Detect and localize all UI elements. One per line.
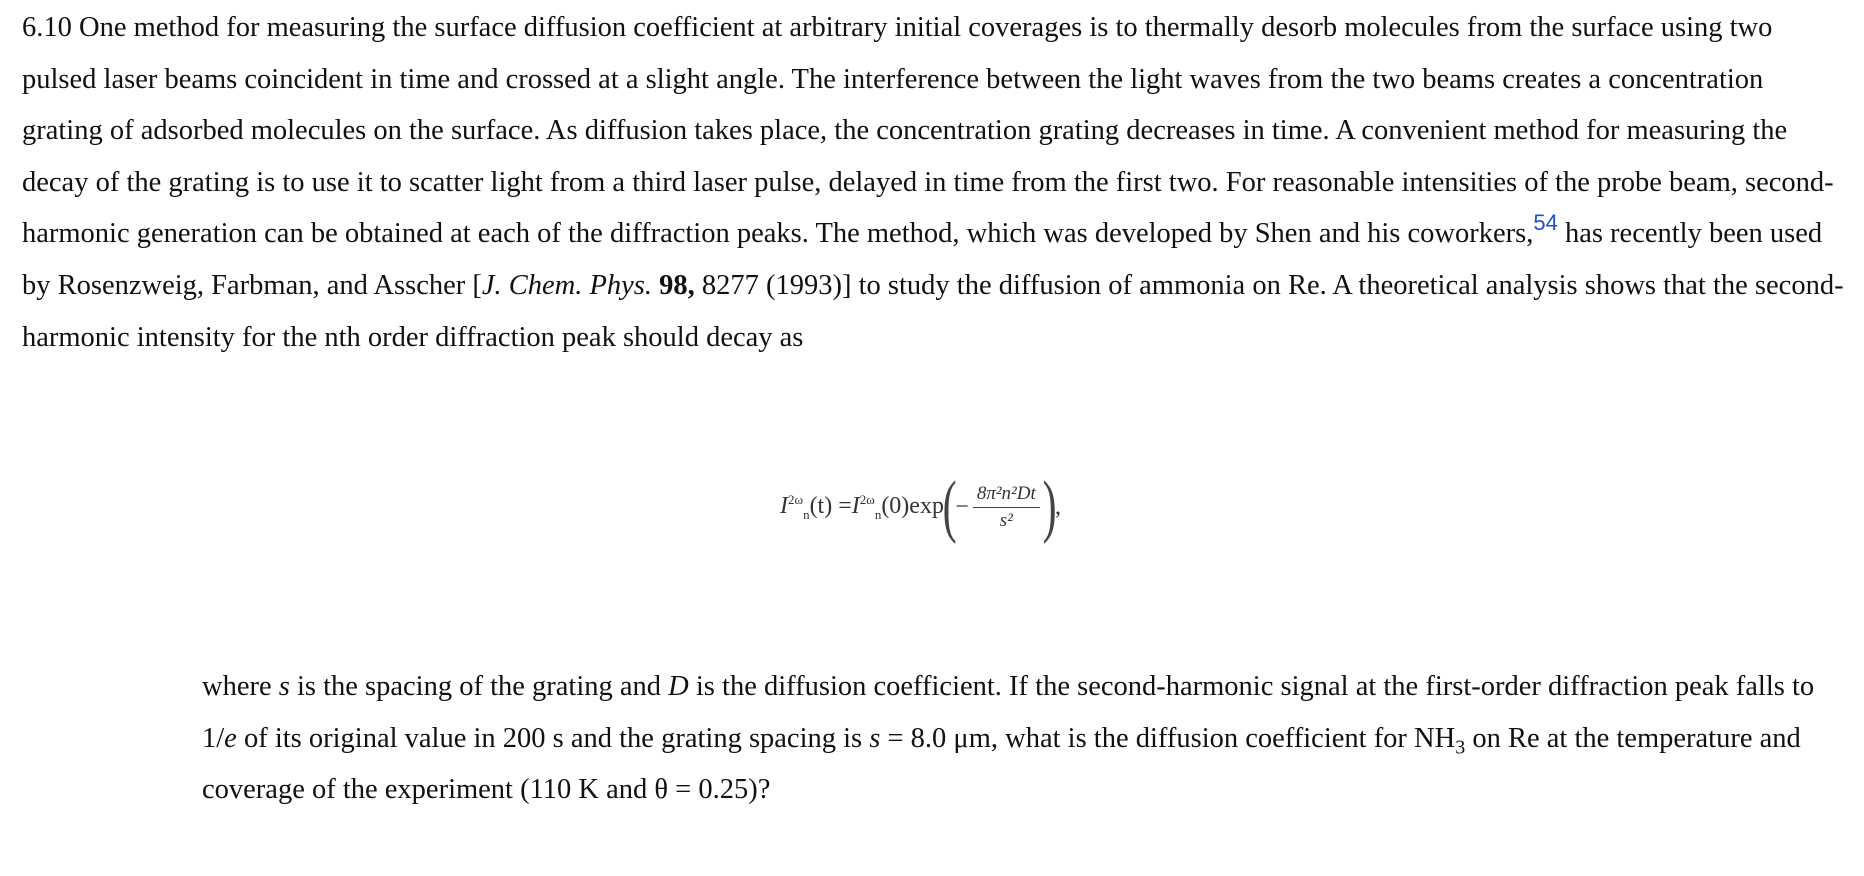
question-text-2: is the spacing of the grating and: [289, 671, 669, 702]
equation-rhs-prefactor: $I^{2\omega}_n(0)\exp$: [851, 491, 944, 522]
problem-intro-text: One method for measuring the surface diffusion coefficient at arbitrary initial coverages is to thermally desorb molecules from the surface using two pulsed laser beams coincident in time and crossed at a slight angle. The interference between the light waves from the two beams creates a concentration grating of adsorbed molecules on the surface. As diffusion takes place, the concentration grating decreases in time. A convenient method for measuring the decay of the grating is to use it to scatter light from a third laser pulse, delayed in time from the first two. For reasonable intensities of the probe beam, second-harmonic generation can be obtained at each of the diffraction peaks. The method, which was developed by Shen and his coworkers,: [22, 12, 1834, 250]
fraction-denominator: s²: [999, 509, 1013, 531]
question-text-6: on Re at the temperature and coverage of the experiment (110 K and θ = 0.25)?: [202, 722, 1801, 806]
question-text-5: = 8.0 μm, what is the diffusion coefficient for NH: [880, 722, 1456, 754]
variable-d: D: [668, 671, 689, 702]
equation-lhs: $I^{2\omega}_n(t)$ =: [780, 491, 852, 522]
variable-s-2: s: [869, 722, 881, 754]
right-paren: ): [1042, 468, 1057, 545]
question-text-1: where: [202, 671, 279, 702]
variable-s: s: [278, 671, 290, 702]
nh3-subscript: 3: [1455, 736, 1466, 759]
variable-e: e: [224, 722, 237, 754]
fraction-numerator: 8π²n²Dt: [973, 483, 1040, 508]
left-paren: (: [942, 468, 957, 545]
journal-name: J. Chem. Phys.: [481, 269, 653, 301]
equation-minus: −: [955, 493, 969, 520]
question-text-3: is the diffusion coefficient. If the second-harmonic signal at the first-order diffraction peak falls to 1/: [202, 671, 1815, 754]
problem-number: 6.10: [22, 12, 72, 43]
question-text-4: of its original value in 200 s and the grating spacing is: [236, 722, 870, 754]
problem-paragraph: [22, 2, 1850, 363]
equation-trailing-comma: ,: [1055, 493, 1062, 520]
citation-lead-text: has recently been used by Rosenzweig, Farbman, and Asscher [: [22, 218, 1823, 301]
decay-equation: [780, 462, 1061, 552]
journal-volume: 98,: [659, 269, 695, 301]
question-paragraph: [202, 661, 1842, 816]
citation-rest-text: 8277 (1993)] to study the diffusion of ammonia on Re. A theoretical analysis shows that the second-harmonic intensity for the nth order diffraction peak should decay as: [22, 269, 1844, 353]
exponent-fraction: [973, 483, 1040, 532]
footnote-reference-link[interactable]: 54: [1533, 209, 1558, 235]
